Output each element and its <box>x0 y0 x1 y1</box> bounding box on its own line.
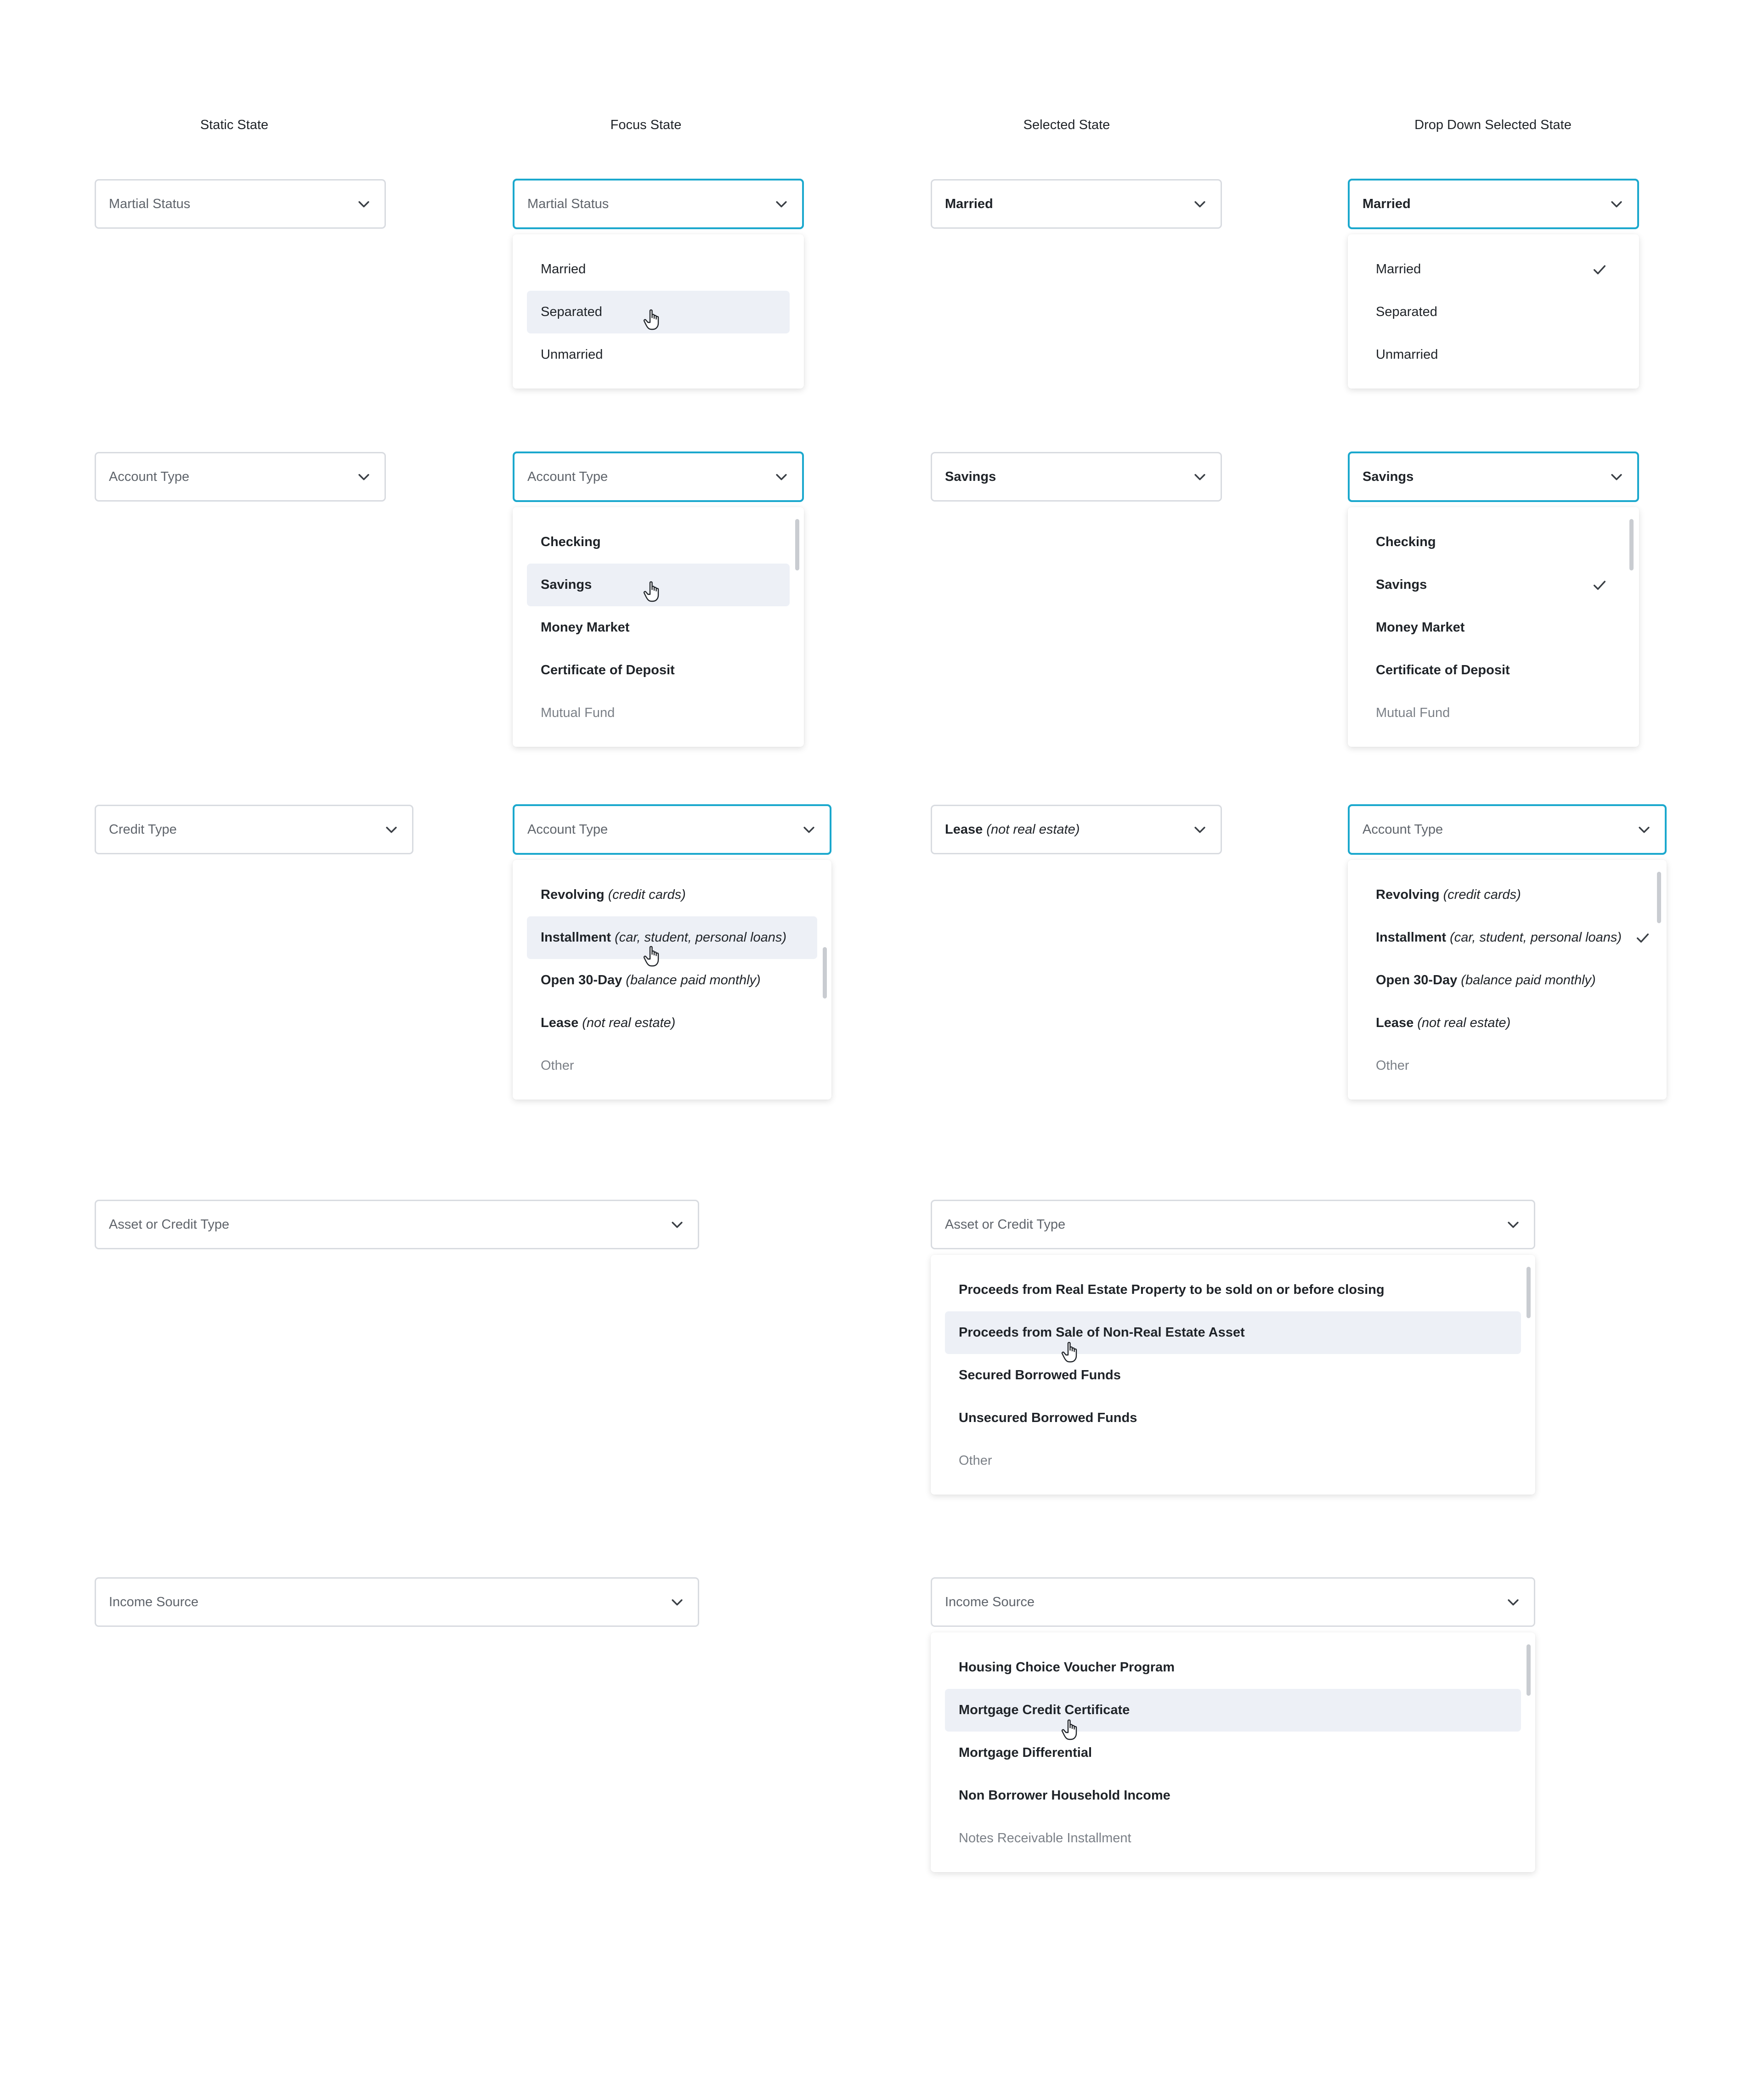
option-installment[interactable] <box>527 916 817 959</box>
option-label: Open 30-Day <box>541 973 622 988</box>
check-icon <box>1592 262 1607 277</box>
header-focus-state: Focus State <box>610 118 682 132</box>
option-revolving[interactable] <box>1362 874 1652 916</box>
select-placeholder: Income Source <box>109 1594 199 1609</box>
select-value: Married <box>1363 196 1411 211</box>
account-type-select-focus[interactable] <box>513 451 804 502</box>
option-note: (balance paid monthly) <box>626 973 761 988</box>
select-value-note: (not real estate) <box>986 822 1080 837</box>
option-note: (car, student, personal loans) <box>615 930 787 945</box>
option-label: Separated <box>541 305 602 319</box>
option-checking[interactable]: Checking <box>541 535 601 549</box>
option-certificate-of-deposit[interactable]: Certificate of Deposit <box>541 663 675 677</box>
scrollbar-thumb[interactable] <box>1527 1267 1531 1318</box>
chevron-down-icon <box>356 196 372 212</box>
select-placeholder: Martial Status <box>527 196 609 211</box>
option-housing-choice-voucher[interactable]: Housing Choice Voucher Program <box>959 1660 1175 1675</box>
option-mutual-fund[interactable]: Mutual Fund <box>1376 705 1450 720</box>
select-value-label: Lease <box>945 822 983 837</box>
option-label: Proceeds from Sale of Non-Real Estate Asset <box>959 1325 1245 1340</box>
option-secured-borrowed-funds[interactable]: Secured Borrowed Funds <box>959 1368 1121 1383</box>
select-placeholder: Account Type <box>527 469 608 484</box>
credit-type-menu-dropdown-selected <box>1348 860 1667 1100</box>
credit-type-menu-focus <box>513 860 831 1100</box>
option-proceeds-real-estate[interactable]: Proceeds from Real Estate Property to be sold on or before closing <box>959 1282 1385 1297</box>
option-notes-receivable-installment[interactable]: Notes Receivable Installment <box>959 1831 1131 1845</box>
option-married[interactable] <box>1362 248 1625 291</box>
option-label: Revolving <box>541 887 605 902</box>
option-installment[interactable] <box>1362 916 1652 959</box>
account-type-select-dropdown-selected[interactable] <box>1348 451 1639 502</box>
credit-type-select-dropdown-selected[interactable] <box>1348 804 1667 855</box>
option-open-30-day[interactable] <box>527 959 817 1002</box>
select-value <box>945 822 1192 837</box>
marital-status-select-static[interactable] <box>95 179 386 229</box>
option-label: Lease <box>1376 1016 1414 1030</box>
option-unmarried[interactable]: Unmarried <box>541 347 603 362</box>
income-source-menu <box>931 1632 1535 1872</box>
header-static-state: Static State <box>200 118 269 132</box>
asset-credit-type-select-focus[interactable] <box>931 1200 1535 1249</box>
option-label: Installment <box>1376 930 1447 945</box>
option-certificate-of-deposit[interactable]: Certificate of Deposit <box>1376 663 1510 677</box>
option-unsecured-borrowed-funds[interactable]: Unsecured Borrowed Funds <box>959 1411 1137 1425</box>
asset-credit-type-select-static[interactable] <box>95 1200 699 1249</box>
option-note: (not real estate) <box>582 1016 676 1030</box>
hand-pointer-icon <box>643 309 662 331</box>
option-note: (balance paid monthly) <box>1461 973 1596 988</box>
option-separated[interactable]: Separated <box>1376 305 1437 319</box>
income-source-select-focus[interactable] <box>931 1577 1535 1627</box>
select-placeholder: Account Type <box>109 469 190 484</box>
option-label: Married <box>1376 262 1421 277</box>
select-value: Savings <box>1363 469 1414 484</box>
option-note: (credit cards) <box>608 887 686 902</box>
chevron-down-icon <box>774 196 789 212</box>
chevron-down-icon <box>1505 1217 1521 1232</box>
option-open-30-day[interactable] <box>1362 959 1652 1002</box>
scrollbar-thumb[interactable] <box>1657 872 1661 923</box>
credit-type-select-static[interactable] <box>95 805 413 854</box>
select-placeholder: Account Type <box>1363 822 1443 837</box>
header-selected-state: Selected State <box>1023 118 1110 132</box>
chevron-down-icon <box>1609 469 1624 485</box>
marital-status-select-focus[interactable] <box>513 179 804 229</box>
option-label: Savings <box>1376 577 1427 592</box>
select-placeholder: Account Type <box>527 822 608 837</box>
option-note: (car, student, personal loans) <box>1450 930 1622 945</box>
option-other[interactable]: Other <box>1376 1058 1409 1073</box>
hand-pointer-icon <box>1061 1719 1080 1741</box>
chevron-down-icon <box>1609 196 1624 212</box>
marital-status-select-dropdown-selected[interactable] <box>1348 179 1639 229</box>
option-non-borrower-household-income[interactable]: Non Borrower Household Income <box>959 1788 1170 1803</box>
credit-type-select-focus[interactable] <box>513 804 831 855</box>
check-icon <box>1592 577 1607 593</box>
marital-status-select-selected[interactable] <box>931 179 1222 229</box>
chevron-down-icon <box>669 1594 685 1610</box>
hand-pointer-icon <box>1061 1341 1080 1363</box>
select-placeholder: Income Source <box>945 1594 1035 1609</box>
option-proceeds-non-real-estate[interactable] <box>945 1311 1521 1354</box>
option-revolving[interactable] <box>527 874 817 916</box>
account-type-select-selected[interactable] <box>931 452 1222 502</box>
select-placeholder: Martial Status <box>109 196 191 211</box>
hand-pointer-icon <box>643 945 662 967</box>
account-type-menu-focus <box>513 507 804 747</box>
chevron-down-icon <box>1192 196 1208 212</box>
account-type-select-static[interactable] <box>95 452 386 502</box>
select-placeholder: Asset or Credit Type <box>945 1217 1066 1232</box>
option-note: (not real estate) <box>1417 1016 1511 1030</box>
option-money-market[interactable]: Money Market <box>541 620 630 635</box>
header-dropdown-selected-state: Drop Down Selected State <box>1414 118 1572 132</box>
check-icon <box>1635 930 1651 946</box>
select-value: Married <box>945 196 993 211</box>
chevron-down-icon <box>1505 1594 1521 1610</box>
option-label: Lease <box>541 1016 579 1030</box>
asset-credit-type-menu <box>931 1255 1535 1495</box>
marital-status-menu-dropdown-selected <box>1348 234 1639 389</box>
chevron-down-icon <box>356 469 372 485</box>
option-checking[interactable]: Checking <box>1376 535 1436 549</box>
account-type-menu-dropdown-selected <box>1348 507 1639 747</box>
option-mortgage-differential[interactable]: Mortgage Differential <box>959 1745 1092 1760</box>
option-lease[interactable] <box>527 1002 817 1044</box>
option-mutual-fund[interactable]: Mutual Fund <box>541 705 615 720</box>
select-placeholder: Asset or Credit Type <box>109 1217 230 1232</box>
option-note: (credit cards) <box>1443 887 1521 902</box>
option-mortgage-credit-certificate[interactable] <box>945 1689 1521 1732</box>
chevron-down-icon <box>774 469 789 485</box>
option-label: Revolving <box>1376 887 1440 902</box>
option-lease[interactable] <box>1362 1002 1652 1044</box>
credit-type-select-selected[interactable] <box>931 805 1222 854</box>
chevron-down-icon <box>669 1217 685 1232</box>
option-other[interactable]: Other <box>541 1058 574 1073</box>
income-source-select-static[interactable] <box>95 1577 699 1627</box>
chevron-down-icon <box>384 822 399 837</box>
option-savings[interactable] <box>1362 564 1625 606</box>
option-label: Mortgage Credit Certificate <box>959 1703 1130 1717</box>
hand-pointer-icon <box>643 581 662 603</box>
select-value: Savings <box>945 469 996 484</box>
chevron-down-icon <box>801 822 817 837</box>
option-unmarried[interactable]: Unmarried <box>1376 347 1438 362</box>
chevron-down-icon <box>1192 469 1208 485</box>
scrollbar-thumb[interactable] <box>1629 519 1634 570</box>
option-label: Installment <box>541 930 611 945</box>
option-other[interactable]: Other <box>959 1453 992 1468</box>
scrollbar-thumb[interactable] <box>1527 1644 1531 1696</box>
chevron-down-icon <box>1192 822 1208 837</box>
select-placeholder: Credit Type <box>109 822 177 837</box>
scrollbar-thumb[interactable] <box>795 519 799 570</box>
scrollbar-thumb[interactable] <box>823 947 827 999</box>
option-money-market[interactable]: Money Market <box>1376 620 1465 635</box>
option-married[interactable]: Married <box>541 262 586 277</box>
option-label: Open 30-Day <box>1376 973 1458 988</box>
chevron-down-icon <box>1636 822 1652 837</box>
option-label: Savings <box>541 577 592 592</box>
